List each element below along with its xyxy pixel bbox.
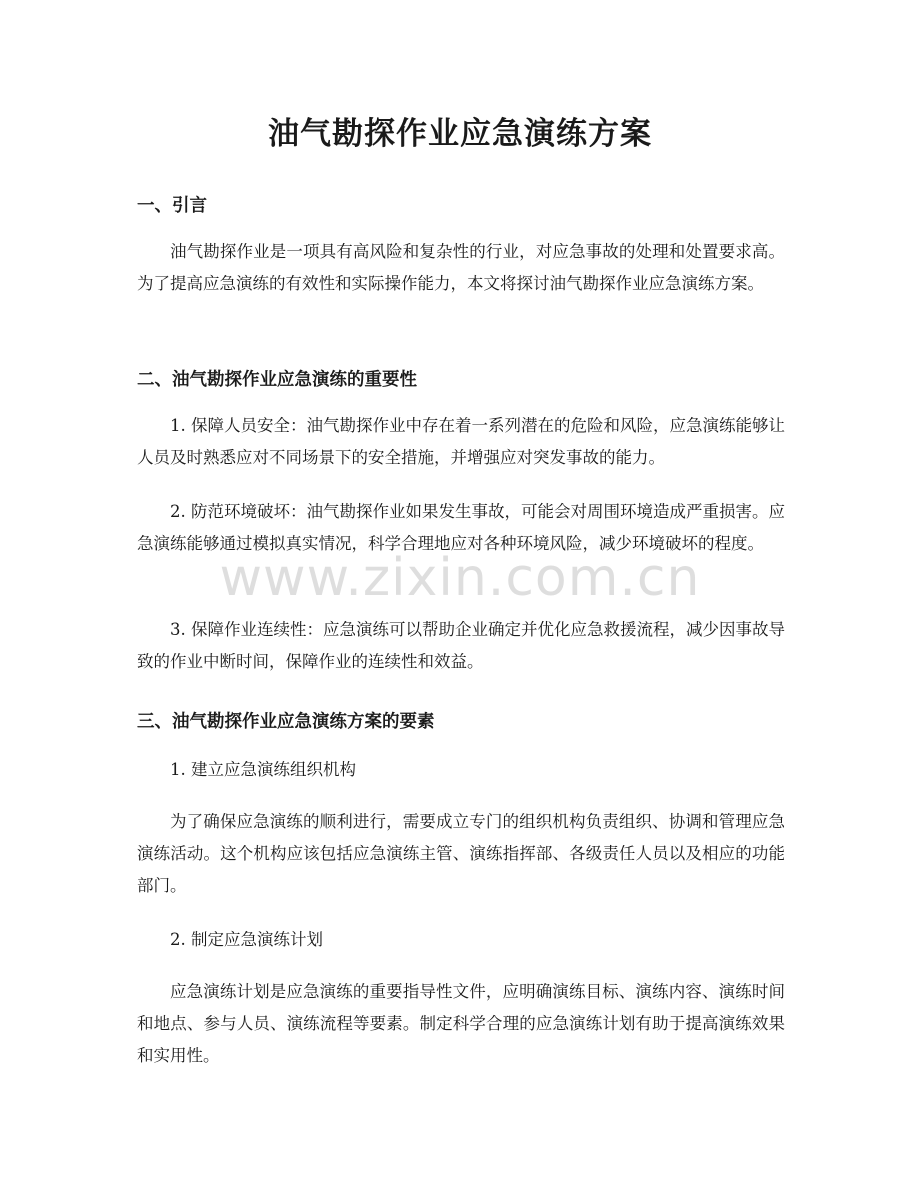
paragraph: 应急演练计划是应急演练的重要指导性文件，应明确演练目标、演练内容、演练时间和地点、参与人员、演练流程等要素。制定科学合理的应急演练计划有助于提高演练效果和实用性。 — [137, 982, 785, 1065]
list-item-heading: 2. 制定应急演练计划 — [170, 930, 323, 949]
paragraph: 1. 保障人员安全：油气勘探作业中存在着一系列潜在的危险和风险，应急演练能够让人员及时熟悉应对不同场景下的安全措施，并增强应对突发事故的能力。 — [137, 416, 785, 467]
document-title: 油气勘探作业应急演练方案 — [268, 116, 652, 152]
paragraph: 油气勘探作业是一项具有高风险和复杂性的行业，对应急事故的处理和处置要求高。为了提高应急演练的有效性和实际操作能力，本文将探讨油气勘探作业应急演练方案。 — [137, 242, 785, 293]
section-heading-introduction: 一、引言 — [137, 196, 207, 216]
section-heading-elements: 三、油气勘探作业应急演练方案的要素 — [137, 712, 435, 732]
watermark: www.zixin.com.cn — [219, 548, 701, 608]
list-item-heading: 1. 建立应急演练组织机构 — [170, 760, 356, 779]
paragraph: 3. 保障作业连续性：应急演练可以帮助企业确定并优化应急救援流程，减少因事故导致的作业中断时间，保障作业的连续性和效益。 — [137, 620, 785, 671]
section-heading-importance: 二、油气勘探作业应急演练的重要性 — [137, 370, 417, 390]
paragraph: 2. 防范环境破坏：油气勘探作业如果发生事故，可能会对周围环境造成严重损害。应急演练能够通过模拟真实情况，科学合理地应对各种环境风险，减少环境破坏的程度。 — [137, 502, 785, 553]
paragraph: 为了确保应急演练的顺利进行，需要成立专门的组织机构负责组织、协调和管理应急演练活动。这个机构应该包括应急演练主管、演练指挥部、各级责任人员以及相应的功能部门。 — [137, 812, 785, 895]
